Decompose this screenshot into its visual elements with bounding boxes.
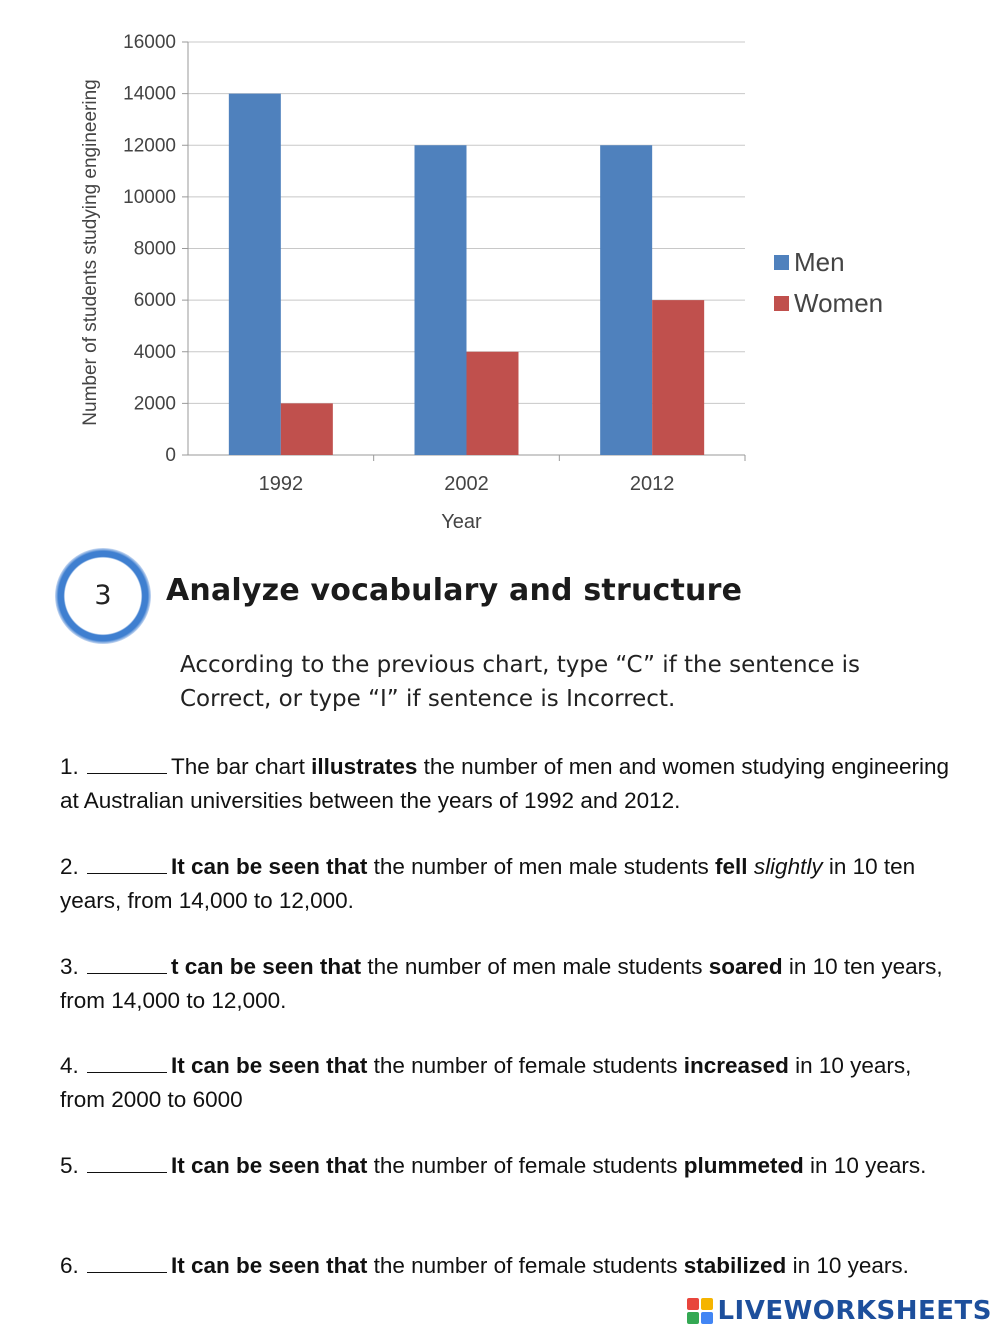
sentence-text: the number of men male students [367,854,716,879]
logo-icon [687,1298,713,1324]
bar-men-2012 [600,145,652,455]
logo-text: LIVEWORKSHEETS [717,1296,992,1326]
question-number: 3. [60,954,79,979]
sentence-text: the number of female students [367,1253,684,1278]
section-number-badge [55,548,151,644]
y-tick-label: 16000 [123,32,176,53]
question-item [60,1049,960,1117]
question-item [60,1149,960,1183]
y-axis-title: Number of students studying engineering [80,79,101,426]
keyword: It can be seen that [171,1053,368,1078]
answer-blank[interactable] [87,1152,167,1173]
chart-legend [774,247,883,318]
keyword: soared [708,954,783,979]
sentence-text: in 10 years. [803,1153,927,1178]
bar-chart [0,0,1000,545]
answer-blank[interactable] [87,853,167,874]
y-tick-label: 4000 [133,341,176,363]
keyword: increased [683,1053,789,1078]
x-tick-label: 1992 [258,473,304,495]
keyword: It can be seen that [171,854,368,879]
x-tick-label: 2012 [629,473,675,495]
keyword: t can be seen that [171,954,362,979]
bar-women-2012 [652,300,704,455]
answer-blank[interactable] [87,1252,167,1273]
instructions-line-1: According to the previous chart, type “C” if the sentence is [180,652,861,678]
y-tick-label: 2000 [133,393,176,415]
bar-women-2002 [467,352,519,455]
keyword: stabilized [683,1253,787,1278]
legend-swatch-women [774,296,789,311]
keyword: plummeted [683,1153,804,1178]
y-tick-label: 12000 [123,135,176,157]
sentence-text: The bar chart [171,754,312,779]
chart-bars [229,94,704,455]
keyword: illustrates [311,754,418,779]
y-tick-label: 0 [165,445,176,466]
question-number: 1. [60,754,79,779]
answer-blank[interactable] [87,753,167,774]
sentence-text: the number of men and women studying engineering at Australian universities between the years of 1992 and 2012. [60,754,949,813]
question-item [60,750,960,818]
question-item [60,950,960,1018]
liveworksheets-logo [687,1294,992,1328]
section-title: Analyze vocabulary and structure [166,573,743,608]
sentence-text: in 10 ten years, from 14,000 to 12,000. [60,854,916,913]
answer-blank[interactable] [87,953,167,974]
emphasis-text: slightly [753,854,823,879]
question-number: 6. [60,1253,79,1278]
sentence-text: the number of female students [367,1053,684,1078]
bar-men-2002 [415,145,467,455]
logo-square [701,1298,713,1310]
y-tick-label: 10000 [123,186,176,208]
keyword: It can be seen that [171,1153,368,1178]
legend-label-women: Women [794,288,884,318]
chart-labels [80,32,674,533]
question-item [60,850,960,918]
logo-square [701,1312,713,1324]
question-number: 5. [60,1153,79,1178]
sentence-text: in 10 years, from 2000 to 6000 [60,1053,912,1112]
question-item [60,1249,960,1283]
sentence-text: the number of female students [367,1153,684,1178]
instructions-line-2: Correct, or type “I” if sentence is Incorrect. [180,686,676,712]
question-number: 2. [60,854,79,879]
section-number: 3 [94,580,112,611]
legend-swatch-men [774,255,789,270]
logo-square [687,1312,699,1324]
question-number: 4. [60,1053,79,1078]
sentence-text: in 10 ten years, from 14,000 to 12,000. [60,954,943,1013]
keyword: fell [715,854,748,879]
keyword: It can be seen that [171,1253,368,1278]
logo-square [687,1298,699,1310]
y-tick-label: 8000 [133,238,176,260]
y-tick-label: 6000 [133,290,176,312]
instructions [180,648,940,716]
sentence-text: in 10 years. [786,1253,909,1278]
legend-label-men: Men [794,247,845,277]
answer-blank[interactable] [87,1052,167,1073]
sentence-text: the number of men male students [361,954,709,979]
y-tick-label: 14000 [123,83,176,105]
bar-men-1992 [229,94,281,455]
x-axis-title: Year [441,511,482,533]
bar-women-1992 [281,403,333,455]
x-tick-label: 2002 [444,473,489,495]
